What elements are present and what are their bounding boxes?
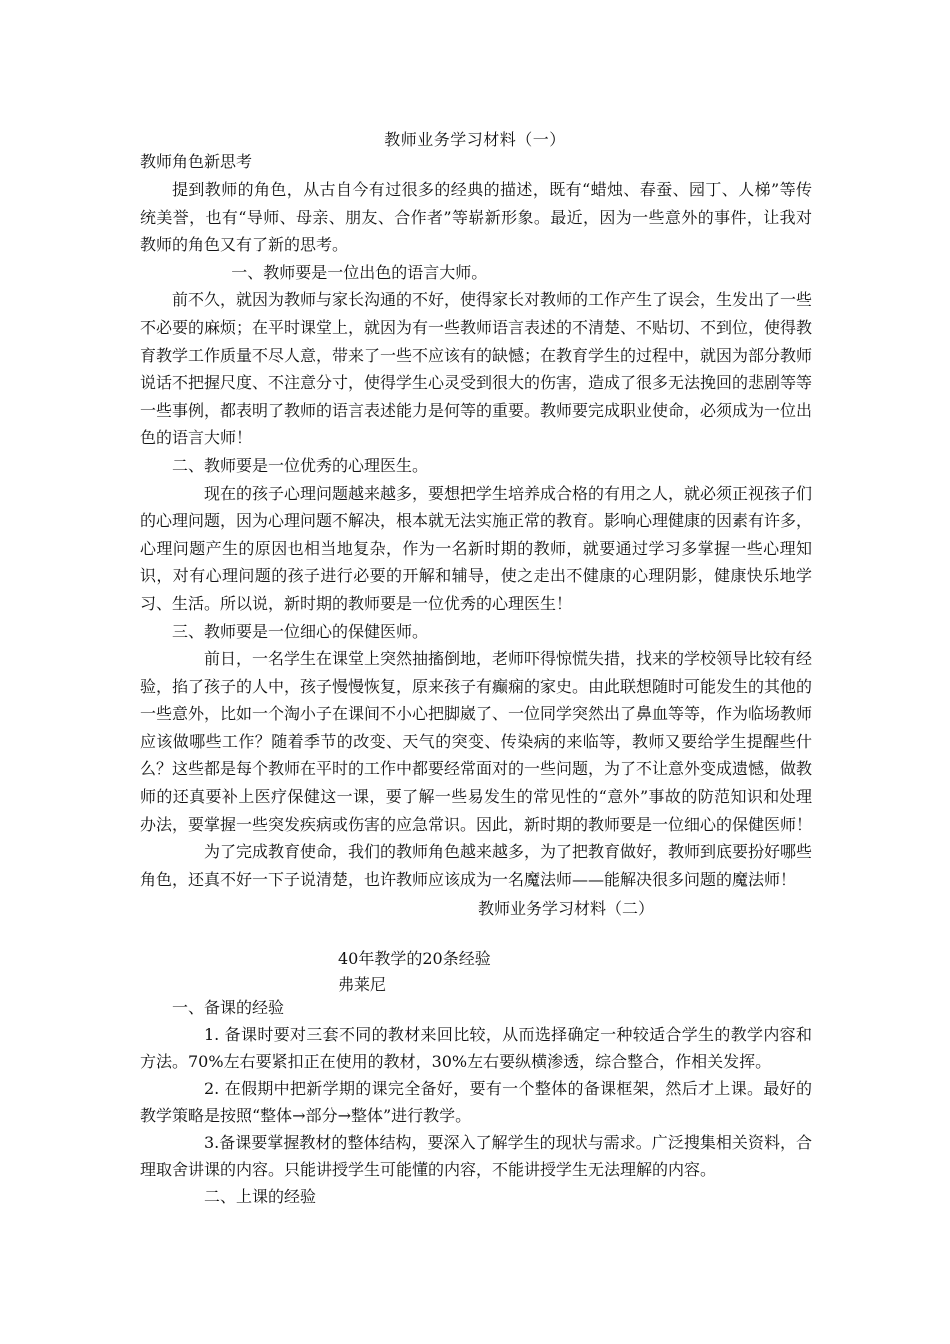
article-subtitle: 教师角色新思考 — [140, 152, 253, 171]
paragraph: 前不久，就因为教师与家长沟通的不好，使得家长对教师的工作产生了误会，生发出了一些不必要的麻烦；在平时课堂上，就因为有一些教师语言表述的不清楚、不贴切、不到位，使得教育教学工作质量不尽人意，带来了一些不应该有的缺憾；在教育学生的过程中，就因为部分教师说话不把握尺度、不注意分寸，使得学生心灵受到很大的伤害，造成了很多无法挽回的悲剧等等一些事例，都表明了教师的语言表述能力是何等的重要。教师要完成职业使命，必须成为一位出色的语言大师！ — [140, 290, 813, 448]
section-heading: 一、备课的经验 — [172, 998, 285, 1017]
list-item: 2. 在假期中把新学期的课完全备好，要有一个整体的备课框架，然后才上课。最好的教学策略是按照“整体→部分→整体”进行教学。 — [140, 1079, 812, 1125]
article-body-1 — [140, 176, 812, 893]
author-name: 弗莱尼 — [338, 975, 387, 994]
list-item: 1. 备课时要对三套不同的教材来回比较，从而选择确定一种较适合学生的教学内容和方法。70%左右要紧扣正在使用的教材，30%左右要纵横渗透，综合整合，作相关发挥。 — [140, 1025, 812, 1071]
article-body-2 — [140, 994, 812, 1210]
paragraph: 提到教师的角色，从古自今有过很多的经典的描述，既有“蜡烛、春蚕、园丁、人梯”等传统美誉，也有“导师、母亲、朋友、合作者”等崭新形象。最近，因为一些意外的事件，让我对教师的角色又有了新的思考。 — [140, 180, 812, 255]
section-heading: 二、教师要是一位优秀的心理医生。 — [172, 455, 429, 475]
article-subtitle-2: 40年教学的20条经验 — [338, 949, 491, 968]
list-item: 3.备课要掌握教材的整体结构，要深入了解学生的现状与需求。广泛搜集相关资料，合理取舍讲课的内容。只能讲授学生可能懂的内容，不能讲授学生无法理解的内容。 — [140, 1133, 812, 1179]
paragraph: 前日，一名学生在课堂上突然抽搐倒地，老师吓得惊慌失措，找来的学校领导比较有经验，掐了孩子的人中，孩子慢慢恢复，原来孩子有癫痫的家史。由此联想随时可能发生的其他的一些意外，比如一个淘小子在课间不小心把脚崴了、一位同学突然出了鼻血等等，作为临场教师应该做哪些工作？随着季节的改变、天气的突变、传染病的来临等，教师又要给学生提醒些什么？这些都是每个教师在平时的工作中都要经常面对的一些问题，为了不让意外变成遗憾，做教师的还真要补上医疗保健这一课，要了解一些易发生的常见性的“意外”事故的防范知识和处理办法，要掌握一些突发疾病或伤害的应急常识。因此，新时期的教师要是一位细心的保健医师！ — [140, 649, 813, 834]
document-title-2: 教师业务学习材料（二） — [478, 899, 655, 918]
section-heading: 一、教师要是一位出色的语言大师。 — [231, 262, 488, 282]
paragraph: 现在的孩子心理问题越来越多，要想把学生培养成合格的有用之人，就必须正视孩子们的心理问题，因为心理问题不解决，根本就无法实施正常的教育。影响心理健康的因素有许多，心理问题产生的原因也相当地复杂，作为一名新时期的教师，就要通过学习多掌握一些心理知识，对有心理问题的孩子进行必要的开解和辅导，使之走出不健康的心理阴影，健康快乐地学习、生活。所以说，新时期的教师要是一位优秀的心理医生！ — [140, 483, 813, 613]
paragraph: 为了完成教育使命，我们的教师角色越来越多，为了把教育做好，教师到底要扮好哪些角色，还真不好一下子说清楚，也许教师应该成为一名魔法师——能解决很多问题的魔法师！ — [140, 842, 813, 889]
section-heading: 二、上课的经验 — [204, 1187, 317, 1206]
section-heading: 三、教师要是一位细心的保健医师。 — [172, 621, 429, 641]
document-title-1: 教师业务学习材料（一） — [384, 130, 566, 149]
